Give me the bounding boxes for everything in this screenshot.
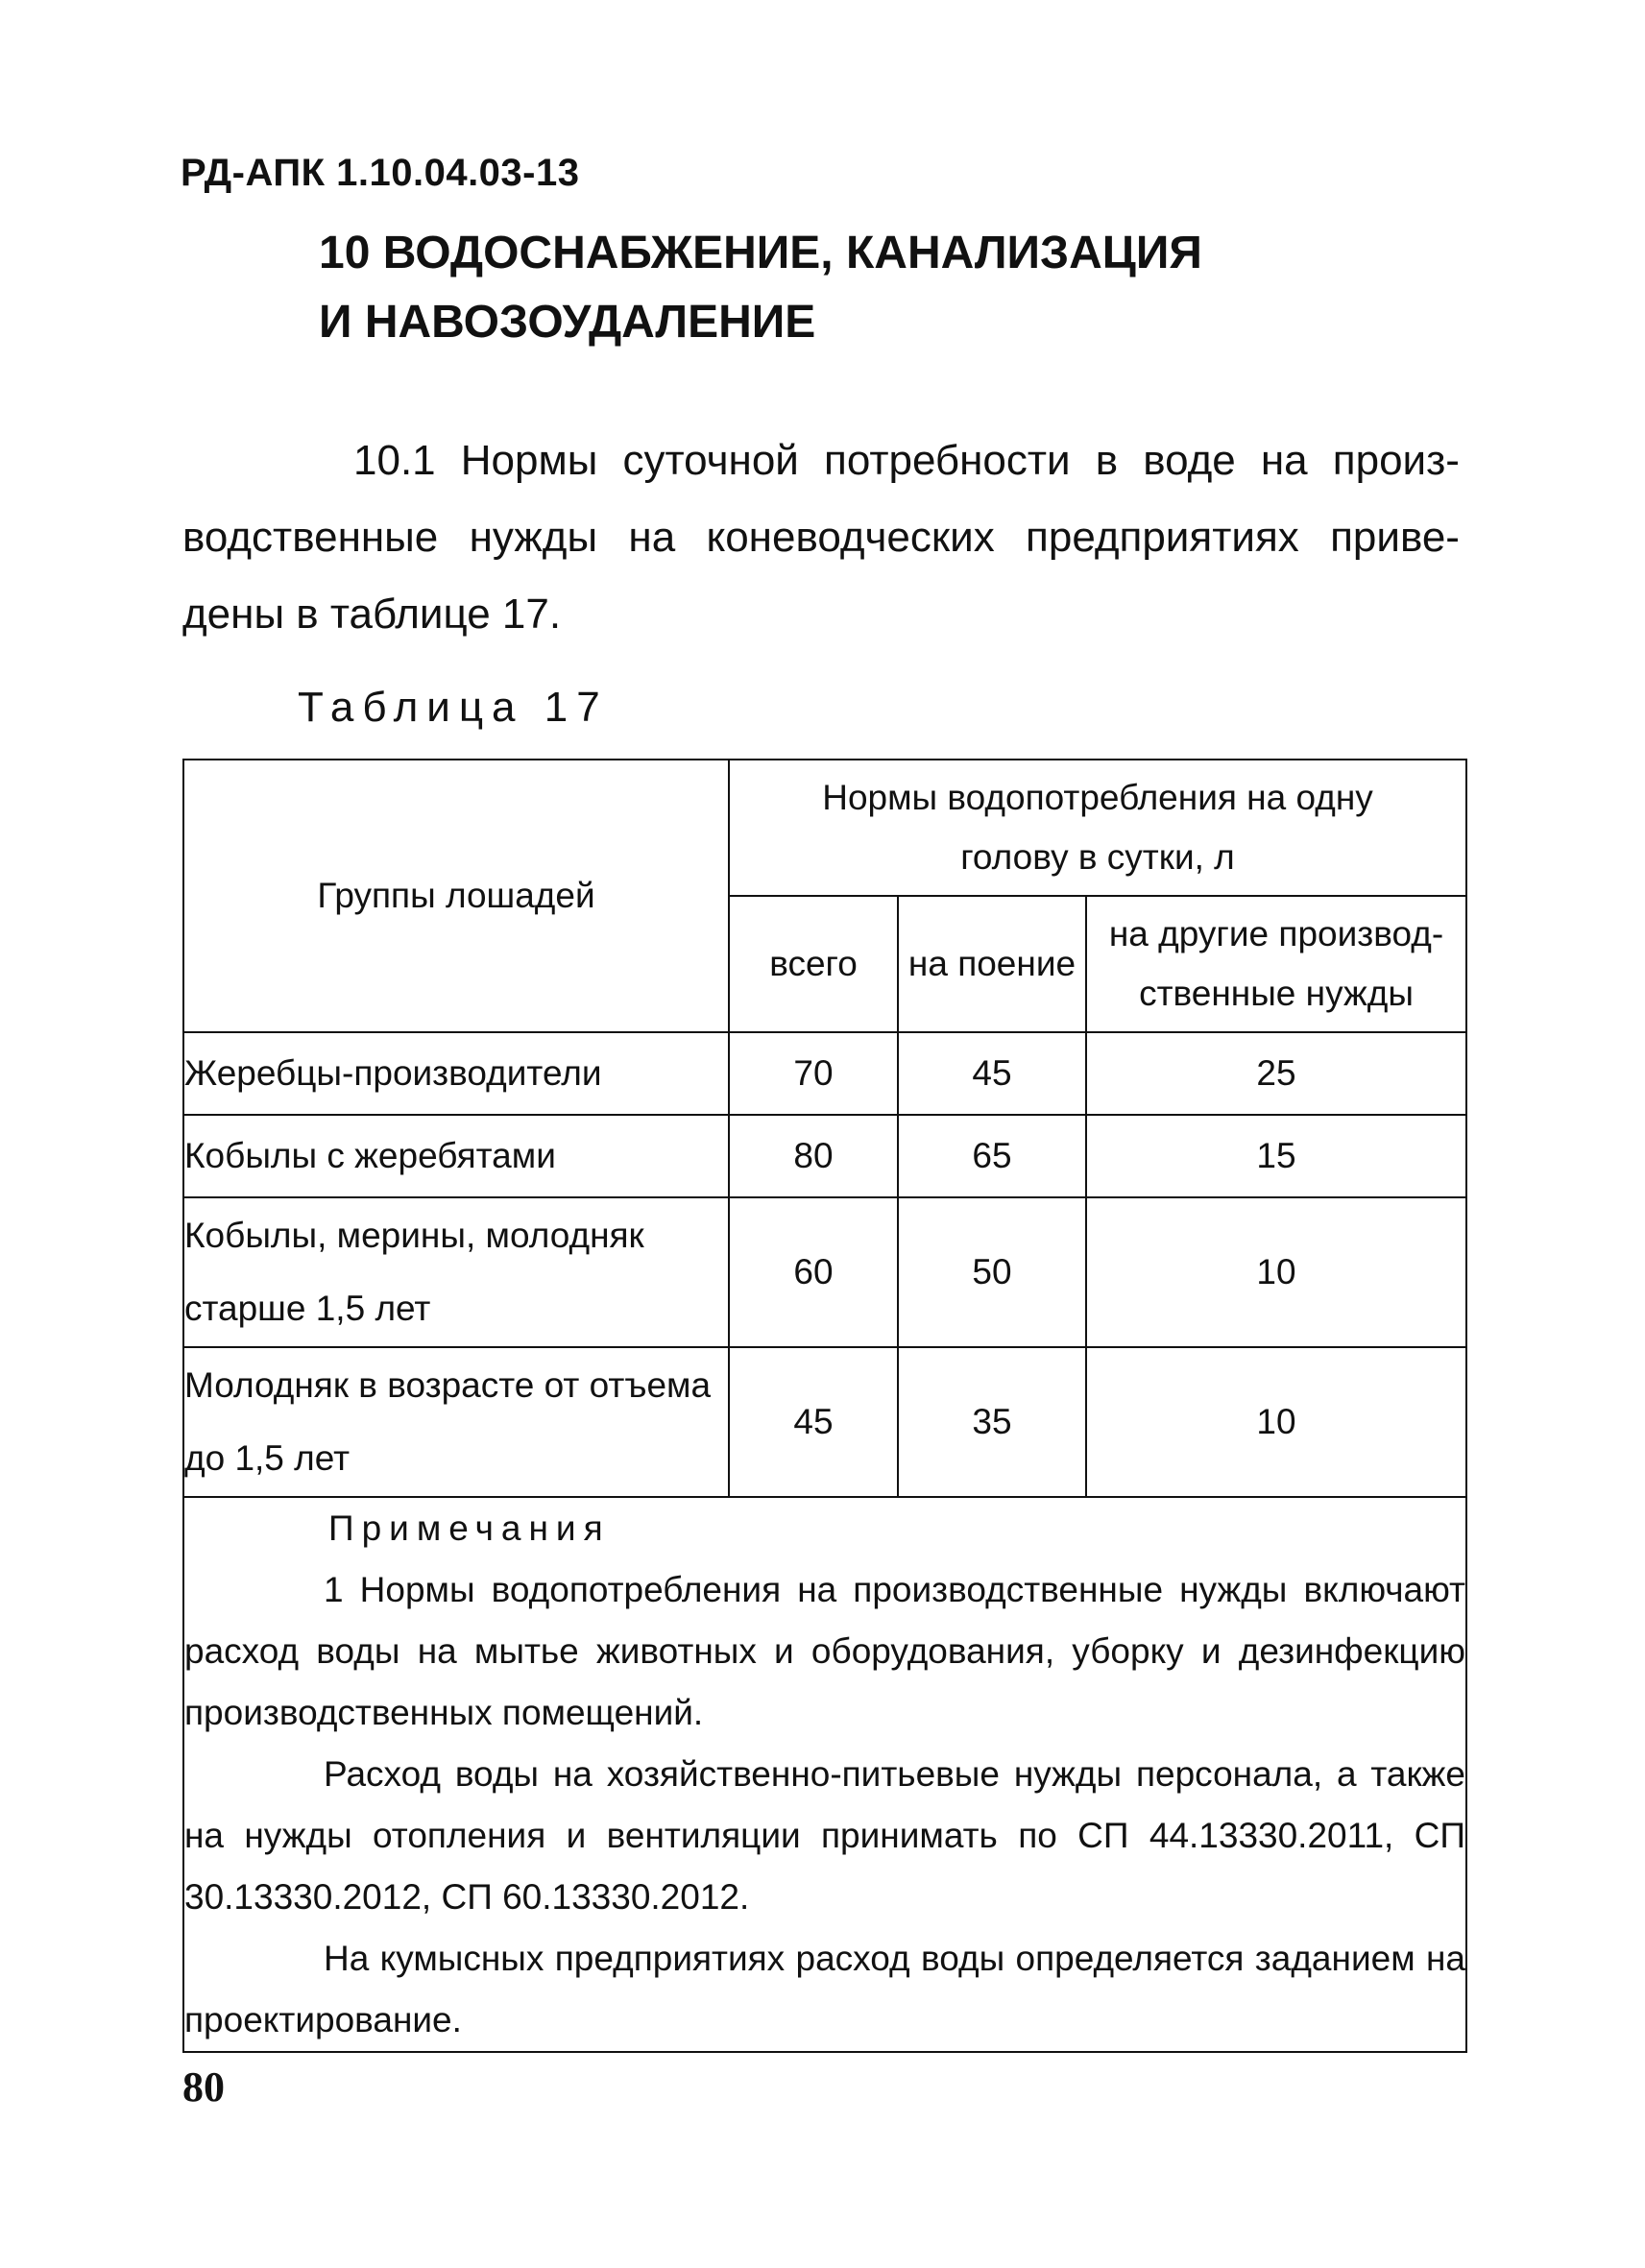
cell-drinking: 45	[898, 1032, 1086, 1115]
intro-paragraph	[182, 422, 1460, 653]
word: суточной	[622, 437, 799, 484]
word: воде	[1143, 437, 1236, 484]
cell-total: 70	[729, 1032, 898, 1115]
cell-total: 60	[729, 1197, 898, 1347]
header-water-norms	[729, 760, 1466, 896]
header-horse-groups	[183, 760, 729, 1032]
word: произ-	[1332, 437, 1460, 484]
cell-drinking: 65	[898, 1115, 1086, 1197]
table-notes-row	[183, 1497, 1466, 2052]
word: Нормы	[460, 437, 598, 484]
table-notes	[183, 1497, 1466, 2052]
word: коневодческих	[706, 514, 995, 561]
cell-total: 80	[729, 1115, 898, 1197]
cell-group: Молодняк в возрасте от отъема до 1,5 лет	[183, 1347, 729, 1497]
section-title	[319, 219, 1202, 357]
header-total: всего	[729, 896, 898, 1032]
header-other-needs: на другие производ-ственные нужды	[1086, 896, 1466, 1032]
header-horse-groups-label: Группы лошадей	[317, 876, 595, 915]
cell-other: 15	[1086, 1115, 1466, 1197]
cell-group: Кобылы с жеребятами	[183, 1115, 729, 1197]
page-number: 80	[182, 2063, 225, 2111]
word: приве-	[1330, 514, 1460, 561]
header-drinking: на поение	[898, 896, 1086, 1032]
note-3: На кумысных предприятиях расход воды определяется заданием на проектирование.	[184, 1939, 1465, 2039]
word: водственные	[182, 514, 439, 561]
section-title-line2: И НАВОЗОУДАЛЕНИЕ	[319, 297, 816, 348]
word: нужды	[469, 514, 598, 561]
note-2: Расход воды на хозяйственно-питьевые нужды персонала, а также на нужды отопления и вентиляции принимать по СП 44.13330.2011, СП 30.13330.2012, СП 60.13330.2012.	[184, 1754, 1465, 1917]
paragraph-line-2	[182, 499, 1460, 576]
table-header-row	[183, 760, 1466, 896]
header-water-norms-label: Нормы водопотребления на одну голову в сутки, л	[822, 778, 1373, 877]
water-norms-table	[182, 759, 1467, 2053]
table-row	[183, 1115, 1466, 1197]
paragraph-line-3: дены в таблице 17.	[182, 591, 562, 638]
cell-drinking: 35	[898, 1347, 1086, 1497]
word: на	[628, 514, 676, 561]
cell-group: Жеребцы-производители	[183, 1032, 729, 1115]
note-1: 1 Нормы водопотребления на производственные нужды включают расход воды на мытье животных и оборудования, уборку и дезинфекцию производственных помещений.	[184, 1570, 1465, 1732]
table-row	[183, 1347, 1466, 1497]
word: потребности	[824, 437, 1071, 484]
word: 10.1	[353, 437, 436, 484]
table-row	[183, 1032, 1466, 1115]
table-row	[183, 1197, 1466, 1347]
cell-drinking: 50	[898, 1197, 1086, 1347]
word: в	[1095, 437, 1119, 484]
cell-other: 10	[1086, 1197, 1466, 1347]
cell-other: 25	[1086, 1032, 1466, 1115]
cell-total: 45	[729, 1347, 898, 1497]
document-code: РД-АПК 1.10.04.03-13	[181, 152, 580, 194]
paragraph-line-1	[182, 422, 1460, 499]
cell-group: Кобылы, мерины, молодняк старше 1,5 лет	[183, 1197, 729, 1347]
cell-other: 10	[1086, 1347, 1466, 1497]
word: предприятиях	[1026, 514, 1299, 561]
table-caption: Таблица 17	[298, 684, 609, 731]
notes-title: Примечания	[328, 1508, 611, 1548]
word: на	[1260, 437, 1308, 484]
section-title-line1: 10 ВОДОСНАБЖЕНИЕ, КАНАЛИЗАЦИЯ	[319, 228, 1202, 278]
